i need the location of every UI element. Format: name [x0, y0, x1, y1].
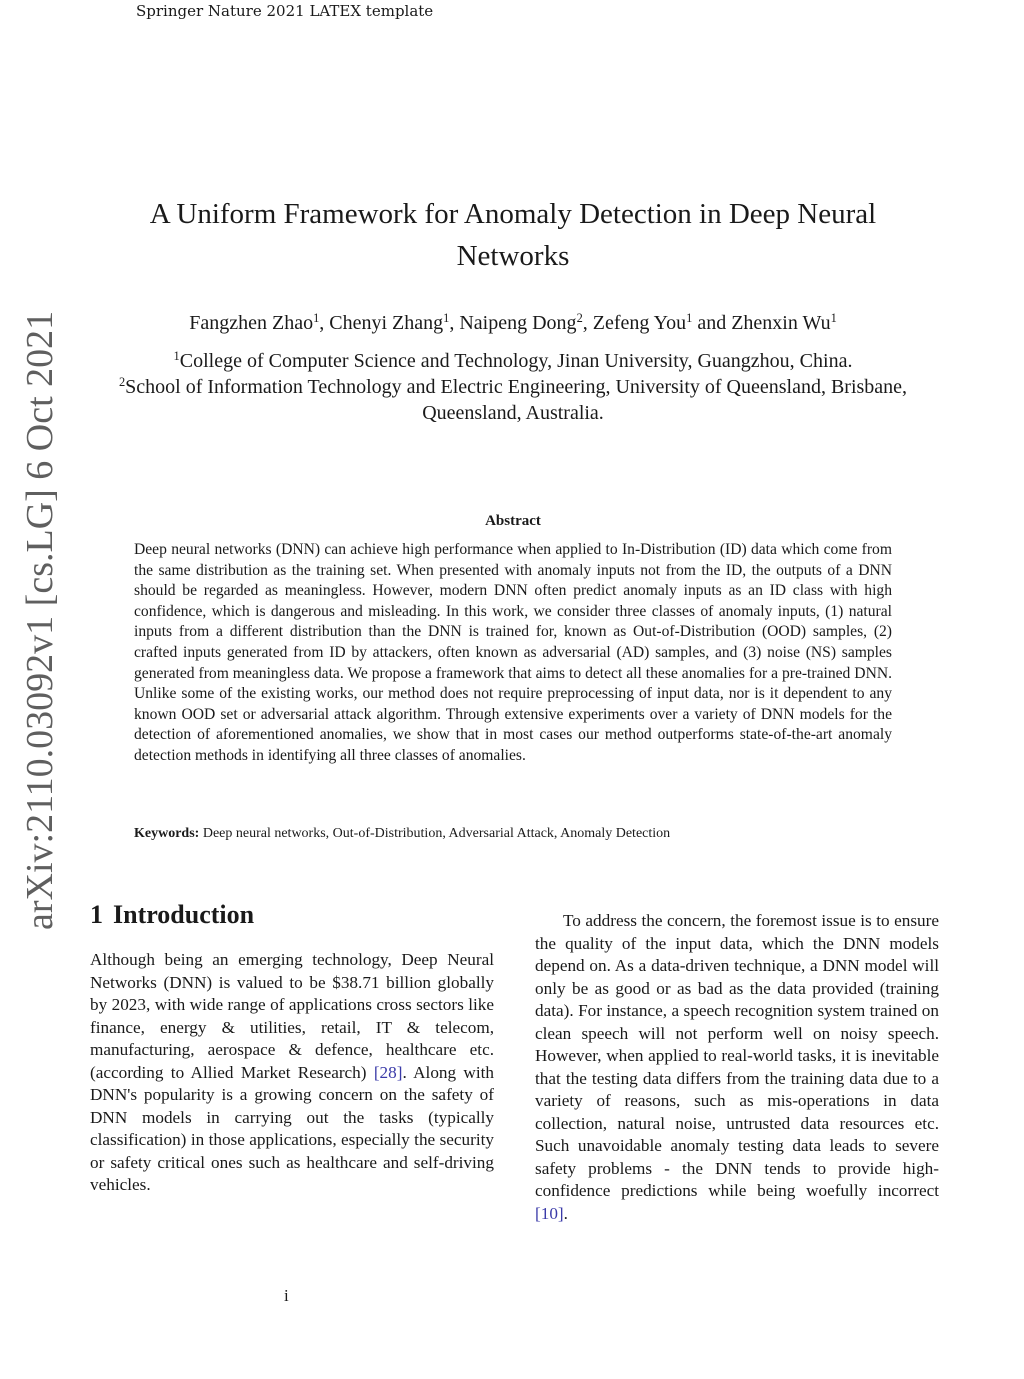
abstract-text: Deep neural networks (DNN) can achieve high performance when applied to In-Distribution (ID) data which come from the same distribution as the training set. When presented with anomaly inputs not from the ID, the outputs of a DNN should be regarded as meaningless. However, modern DNN often predict anomaly inputs as an ID class with high confidence, which is dangerous and misleading. In this work, we consider three classes of anomaly inputs, (1) natural inputs from a different distribution than the DNN is trained for, known as Out-of-Distribution (OOD) samples, (2) crafted inputs generated from ID by attackers, often known as adversarial (AD) samples, and (3) noise (NS) samples generated from meaningless data. We propose a framework that aims to detect all these anomalies for a pre-trained DNN. Unlike some of the existing works, our method does not require preprocessing of input data, nor is it dependent to any known OOD set or adversarial attack algorithm. Through extensive experiments over a variety of DNN models for the detection of aforementioned anomalies, we show that in most cases our method outperforms state-of-the-art anomaly detection methods in identifying all three classes of anomalies. — [134, 541, 892, 764]
author: Zhenxin Wu$^1$ — [731, 311, 837, 334]
arxiv-identifier: arXiv:2110.03092v1 [cs.LG] 6 Oct 2021 — [19, 310, 61, 930]
right-column-paragraph: To address the concern, the foremost issue is to ensure the quality of the input data, which the DNN models depend on. As a data-driven technique, a DNN model will only be as good or as bad as the data provided (training data). For instance, a speech recognition system trained on clean speech will not perform well on noisy speech. However, when applied to real-world tasks, it is inevitable that the testing data differs from the training data due to a variety of reasons, such as mis-operations in data collection, natural noise, untrusted data resources etc. Such unavoidable anomaly testing data leads to severe safety problems - the DNN tends to provide high-confidence predictions while being woefully incorrect [10]. — [535, 911, 939, 1223]
paper-title: A Uniform Framework for Anomaly Detection in Deep Neural Networks — [149, 198, 877, 272]
author: Chenyi Zhang$^1$, — [329, 311, 460, 334]
abstract-heading: Abstract — [485, 513, 541, 529]
affiliation-2: $^2$School of Information Technology and Electric Engineering, University of Queensland, Brisbane, Queensland, Australia. — [118, 375, 908, 424]
page-number: i — [284, 1286, 289, 1305]
keywords-label: Keywords: — [134, 826, 200, 841]
citation-link[interactable]: [10] — [535, 1203, 564, 1223]
keywords-text: Deep neural networks, Out-of-Distribution, Adversarial Attack, Anomaly Detection — [202, 826, 671, 841]
affiliation-1: $^1$College of Computer Science and Technology, Jinan University, Guangzhou, China. — [173, 349, 853, 372]
citation-link[interactable]: [28] — [373, 1062, 403, 1082]
left-column-paragraph: Although being an emerging technology, Deep Neural Networks (DNN) is valued to be $38.71 billion globally by 2023, with wide range of applications cross sectors like finance, energy & utilities, retail, IT & telecom, manufacturing, aerospace & defence, healthcare etc. (according to Allied Market Research) [28]. Along with DNN's popularity is a growing concern on the safety of DNN models in carrying out the tasks (typically classification) in those applications, especially the security or safety critical ones such as healthcare and self-driving vehicles. — [90, 950, 494, 1194]
author: Fangzhen Zhao$^1$, — [189, 311, 330, 334]
section-heading: 1 Introduction — [90, 900, 255, 929]
author: Zefeng You$^1$ and — [592, 311, 732, 334]
author-list — [90, 308, 936, 338]
running-head: Springer Nature 2021 LATEX template — [136, 2, 434, 20]
author: Naipeng Dong$^2$, — [459, 311, 593, 334]
keywords — [134, 824, 892, 844]
